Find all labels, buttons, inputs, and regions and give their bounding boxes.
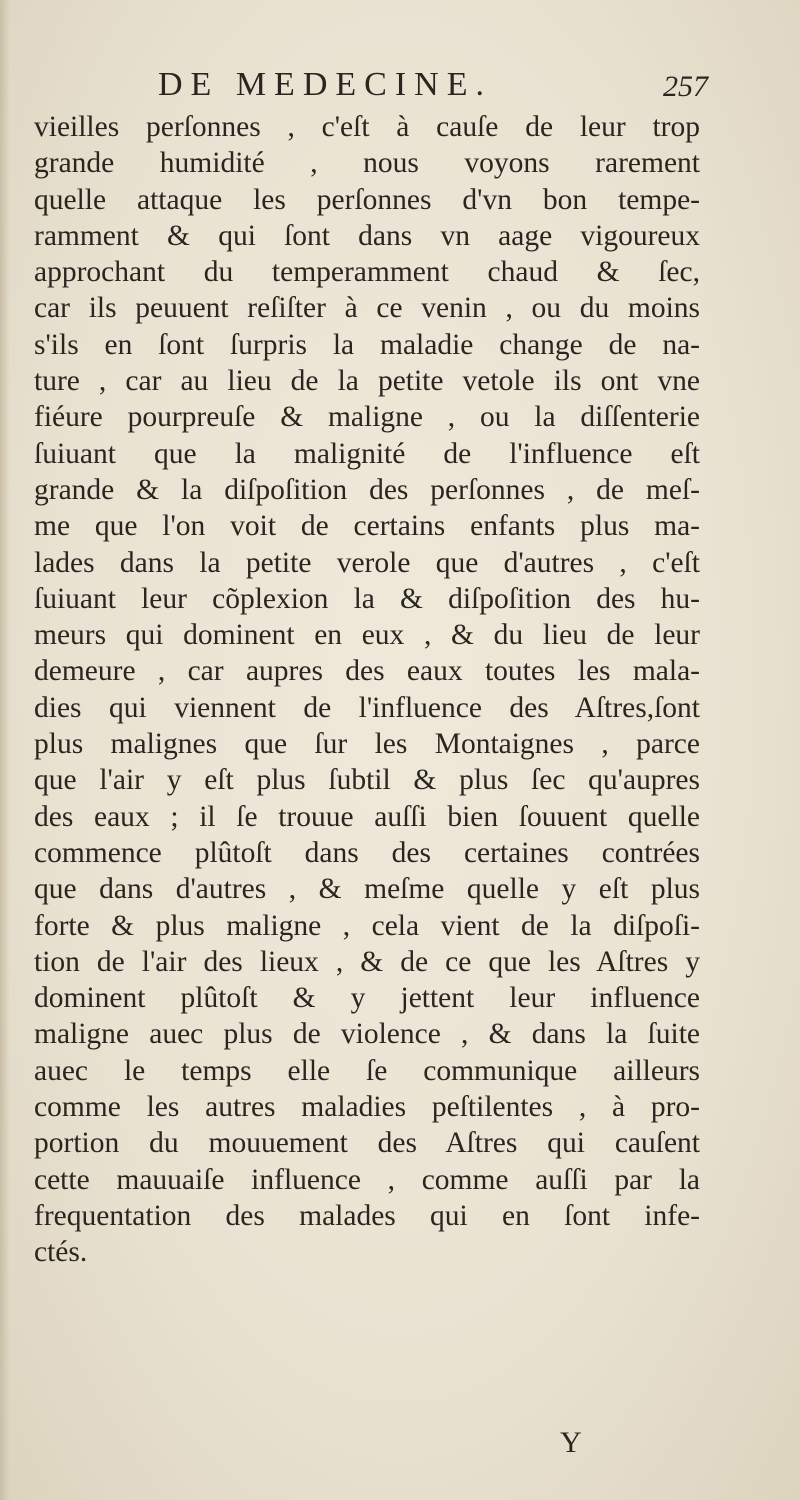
text-line: que dans d'autres , & meſme quelle y eſt plus [34, 873, 700, 906]
text-line: ſuiuant que la malignité de l'influence eſt [34, 437, 700, 470]
text-line: comme les autres maladies peſtilentes , à pro- [34, 1091, 700, 1124]
text-line: dominent plûtoſt & y jettent leur influence [34, 982, 700, 1015]
text-line: grande & la diſpoſition des perſonnes , de meſ- [34, 473, 700, 506]
text-line: meurs qui dominent en eux , & du lieu de leur [34, 619, 700, 652]
text-line: auec le temps elle ſe communique ailleurs [34, 1054, 700, 1087]
text-line: dies qui viennent de l'influence des Aſtres,ſont [34, 691, 700, 724]
text-line: maligne auec plus de violence , & dans la ſuite [34, 1018, 700, 1051]
text-line: fiéure pourpreuſe & maligne , ou la diſſenterie [34, 401, 700, 434]
text-line: cette mauuaiſe influence , comme auſſi par la [34, 1163, 700, 1196]
text-line: grande humidité , nous voyons rarement [34, 147, 700, 180]
text-line: frequentation des malades qui en ſont infe- [34, 1199, 700, 1232]
text-line: ſuiuant leur cõplexion la & diſpoſition des hu- [34, 582, 700, 615]
text-line: me que l'on voit de certains enfants plus ma- [34, 510, 700, 543]
text-line: des eaux ; il ſe trouue auſſi bien ſouuent quelle [34, 800, 700, 833]
text-line: car ils peuuent reſiſter à ce venin , ou du moins [34, 292, 700, 325]
text-line: que l'air y eſt plus ſubtil & plus ſec qu'aupres [34, 764, 700, 797]
page-number: 257 [663, 70, 708, 103]
text-line: portion du mouuement des Aſtres qui cauſent [34, 1127, 700, 1160]
text-line: tion de l'air des lieux , & de ce que les Aſtres y [34, 945, 700, 978]
text-line: demeure , car aupres des eaux toutes les mala- [34, 655, 700, 688]
text-line: vieilles perſonnes , c'eſt à cauſe de leur trop [34, 111, 700, 143]
body-text [34, 109, 700, 1271]
text-line: commence plûtoſt dans des certaines contrées [34, 836, 700, 869]
page-gutter [0, 0, 10, 1500]
text-line: ramment & qui ſont dans vn aage vigoureux [34, 219, 700, 252]
text-line: s'ils en ſont ſurpris la maladie change de na- [34, 328, 700, 361]
text-line: approchant du temperamment chaud & ſec, [34, 256, 700, 289]
text-line: forte & plus maligne , cela vient de la diſpoſi- [34, 909, 700, 942]
text-line: quelle attaque les perſonnes d'vn bon tempe- [34, 183, 700, 216]
running-head: DE MEDECINE. [158, 66, 492, 103]
text-line: ture , car au lieu de la petite vetole ils ont vne [34, 365, 700, 398]
text-line: plus malignes que ſur les Montaignes , parce [34, 728, 700, 761]
text-line: ctés. [34, 1236, 88, 1269]
text-line: lades dans la petite verole que d'autres , c'eſt [34, 546, 700, 579]
signature-mark: Y [560, 1426, 582, 1459]
